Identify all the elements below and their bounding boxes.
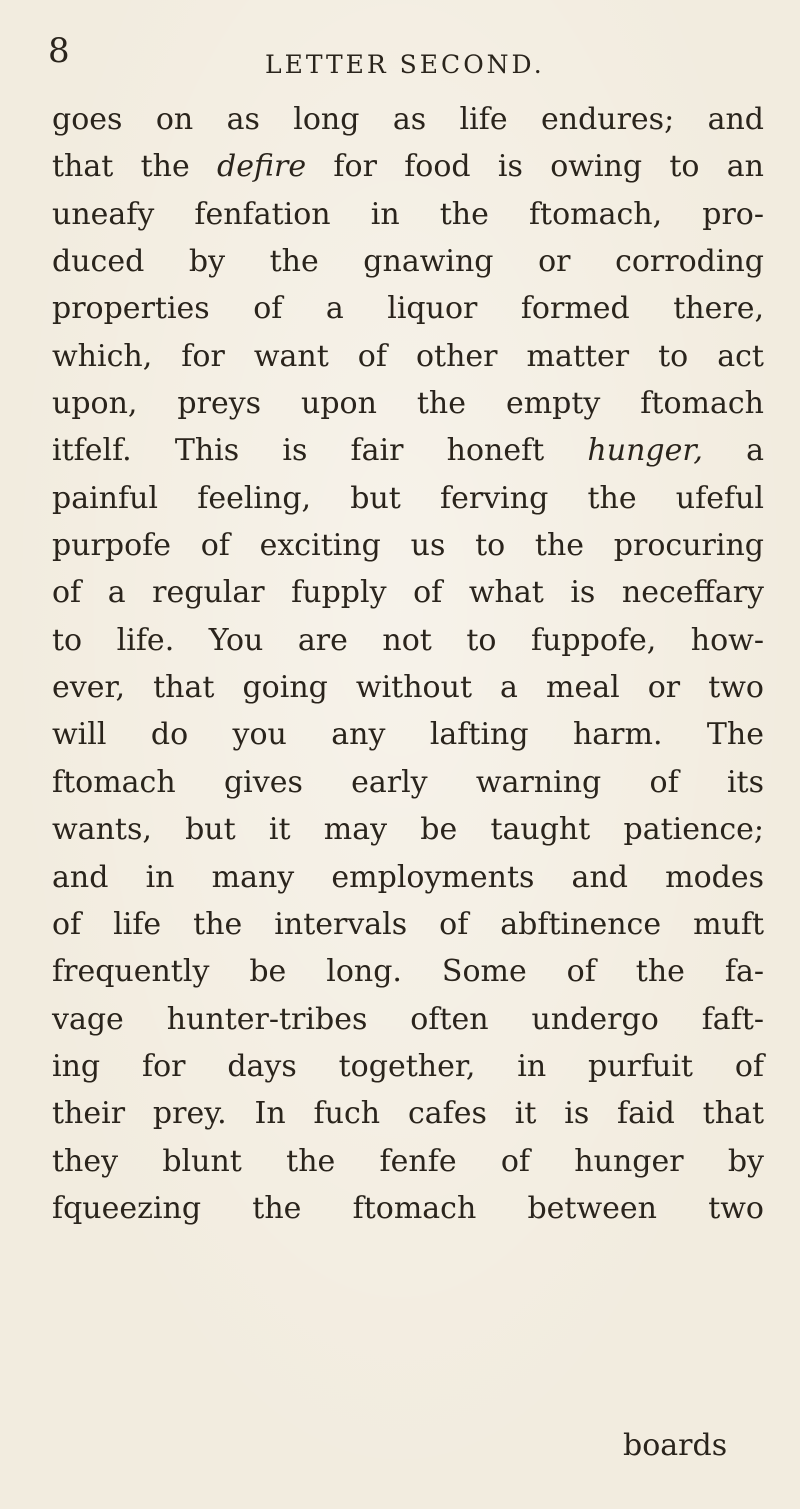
text-line: which, for want of other matter to act <box>52 338 764 374</box>
text-line: their prey. In fuch cafes it is faid that <box>52 1096 764 1132</box>
text-line: ftomach gives early warning of its <box>52 764 764 800</box>
text-line: of a regular fupply of what is neceffary <box>52 575 764 611</box>
text-line: and in many employments and modes <box>52 859 764 895</box>
text-line: properties of a liquor formed there, <box>52 291 764 327</box>
text-line: will do you any lafting harm. The <box>52 717 764 753</box>
text-line: that the defire for food is owing to an <box>52 149 764 185</box>
text-line: vage hunter-tribes often undergo faft- <box>52 1001 764 1037</box>
text-line: fqueezing the ftomach between two <box>52 1190 764 1226</box>
text-line: goes on as long as life endures; and <box>52 102 764 137</box>
text-line: painful feeling, but ferving the ufeful <box>52 480 764 516</box>
text-line: of life the intervals of abftinence muft <box>52 906 764 942</box>
text-line: purpofe of exciting us to the procuring <box>52 528 764 564</box>
text-line: ing for days together, in purfuit of <box>52 1048 764 1084</box>
running-head: LETTER SECOND. <box>265 50 545 79</box>
text-line: ever, that going without a meal or two <box>52 670 764 706</box>
catchword: boards <box>623 1428 728 1463</box>
page-number: 8 <box>48 31 70 71</box>
text-line: frequently be long. Some of the fa- <box>52 954 764 990</box>
text-line: to life. You are not to fuppofe, how- <box>52 622 764 658</box>
text-line: upon, preys upon the empty ftomach <box>52 386 764 422</box>
italic-word: defire <box>217 149 307 185</box>
text-line: duced by the gnawing or corroding <box>52 244 764 280</box>
text-line: uneafy fenfation in the ftomach, pro- <box>52 196 764 232</box>
text-line: itfelf. This is fair honeft hunger, a <box>52 433 764 469</box>
body-text <box>52 96 764 1232</box>
italic-word: hunger, <box>587 433 703 469</box>
text-line: wants, but it may be taught patience; <box>52 812 764 848</box>
text-line: they blunt the fenfe of hunger by <box>52 1143 764 1179</box>
